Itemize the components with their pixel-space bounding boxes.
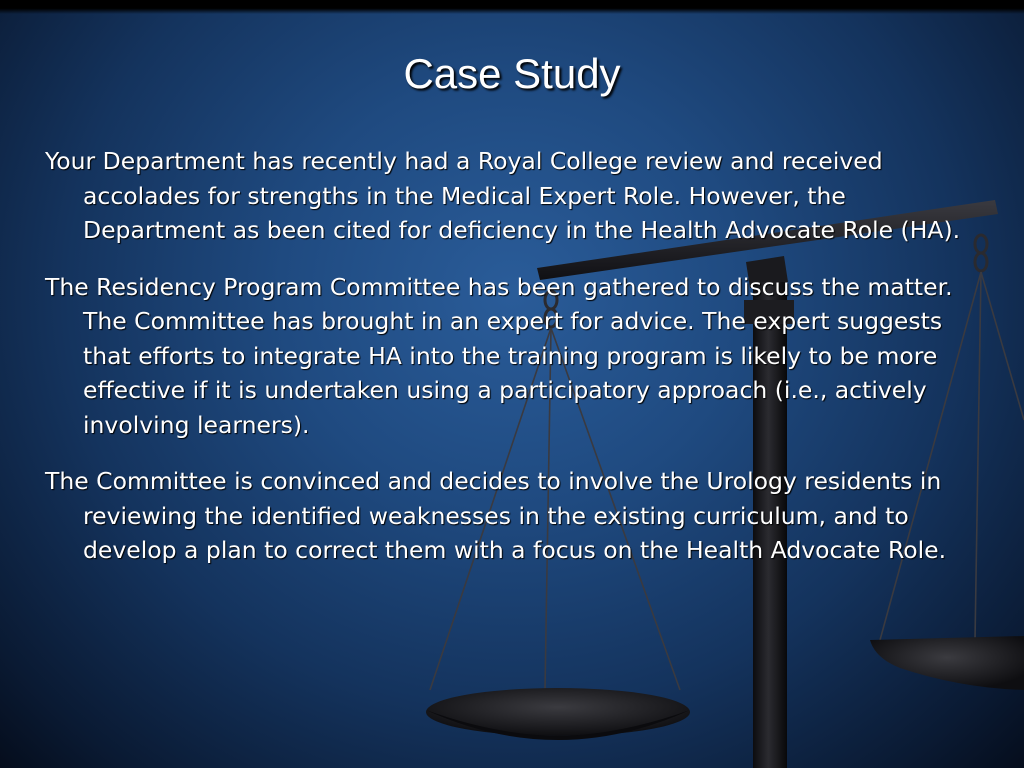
slide-body (45, 144, 995, 590)
paragraph: The Residency Program Committee has been gathered to discuss the matter. The Committee has brought in an expert for advice. The expert suggests that efforts to integrate HA into the training program is likely to be more effective if it is undertaken using a participatory approach (i.e., actively involving learners). (45, 272, 953, 439)
paragraph: Your Department has recently had a Royal College review and received accolades for strengths in the Medical Expert Role. However, the Department as been cited for deficiency in the Health Advocate Role (HA). (45, 147, 961, 244)
paragraph: The Committee is convinced and decides to involve the Urology residents in reviewing the identified weaknesses in the existing curriculum, and to develop a plan to correct them with a focus on the Health Advocate Role. (45, 467, 947, 564)
slide-title: Case Study (403, 50, 621, 97)
